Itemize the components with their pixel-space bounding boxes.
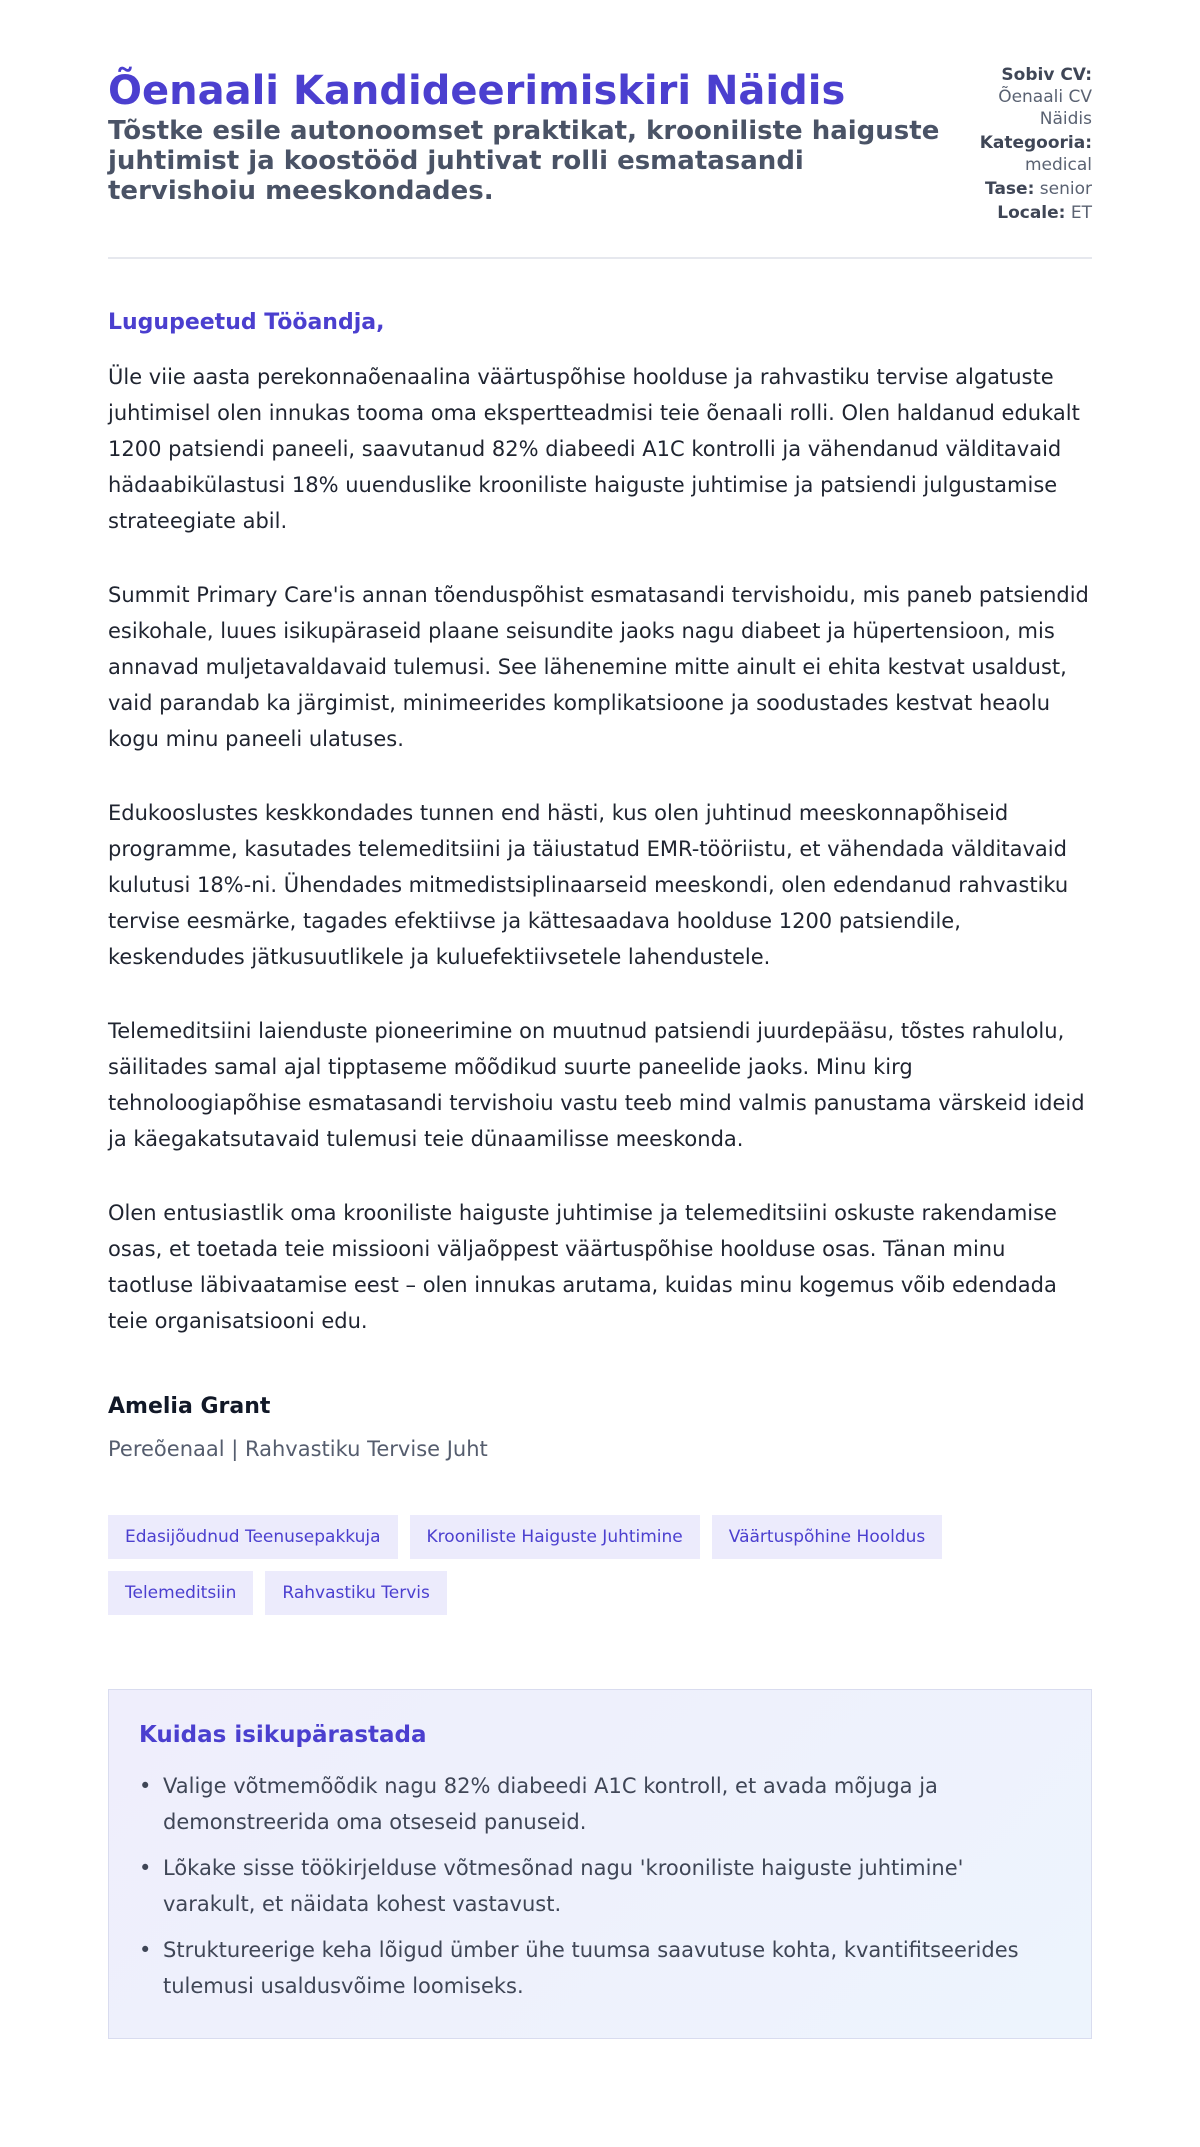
skill-tags [108, 1515, 1092, 1615]
tip-text: Lõkake sisse töökirjelduse võtmesõnad nagu 'krooniliste haiguste juhtimine' varakult, et näidata kohest vastavust. [163, 1856, 964, 1916]
meta-category-value: medical [1024, 155, 1092, 175]
tip-item [139, 1932, 1061, 2004]
tip-text: Valige võtmemõõdik nagu 82% diabeedi A1C kontroll, et avada mõjuga ja demonstreerida oma otseseid panuseid. [163, 1774, 938, 1834]
meta-level-label: Tase: [985, 179, 1035, 199]
letter-paragraph: Olen entusiastlik oma krooniliste haiguste juhtimise ja telemeditsiini oskuste rakendamise osas, et toetada teie missiooni väljaõppest väärtuspõhise hoolduse osas. Tänan minu taotluse läbivaatamise eest – olen innukas arutama, kuidas minu kogemus võib edendada teie organisatsiooni edu. [108, 1201, 1057, 1333]
skill-tag: Krooniliste Haiguste Juhtimine [410, 1515, 700, 1559]
signature-name: Amelia Grant [108, 1394, 271, 1419]
meta-category [942, 132, 1092, 176]
page-title: Õenaali Kandideerimiskiri Näidis [108, 68, 846, 114]
meta-cv-value: Õenaali CV Näidis [998, 87, 1092, 129]
letter-salutation: Lugupeetud Tööandja, [108, 310, 385, 335]
page-subtitle: Tõstke esile autonoomset praktikat, krooniliste haiguste juhtimist ja koostööd juhtivat rolli esmatasandi tervishoiu meeskondades. [108, 116, 940, 206]
bullet-icon: • [139, 1774, 152, 1798]
letter-paragraph: Telemeditsiini laienduste pioneerimine on muutnud patsiendi juurdepääsu, tõstes rahulolu, säilitades samal ajal tipptaseme mõõdikud suurte paneelide jaoks. Minu kirg tehnoloogiapõhise esmatasandi tervishoiu vastu teeb mind valmis panustama värskeid ideid ja käegakatsutavaid tulemusi teie dünaamilisse meeskonda. [108, 1019, 1085, 1151]
meta-locale [942, 202, 1092, 224]
tips-title: Kuidas isikupärastada [139, 1722, 427, 1748]
tip-item [139, 1768, 1061, 1840]
skill-tag: Rahvastiku Tervis [265, 1571, 446, 1615]
meta-panel [942, 64, 1092, 226]
letter-paragraph: Üle viie aasta perekonnaõenaalina väärtuspõhise hoolduse ja rahvastiku tervise algatuste juhtimisel olen innukas tooma oma ekspertteadmisi teie õenaali rolli. Olen haldanud edukalt 1200 patsiendi paneeli, saavutanud 82% diabeedi A1C kontrolli ja vähendanud välditavaid hädaabikülastusi 18% uuenduslike krooniliste haiguste juhtimise ja patsiendi julgustamise strateegiate abil. [108, 365, 1080, 533]
bullet-icon: • [139, 1856, 152, 1880]
bullet-icon: • [139, 1938, 152, 1962]
tips-list [139, 1768, 1061, 2004]
meta-category-label: Kategooria: [979, 133, 1092, 153]
header-divider [108, 257, 1092, 259]
skill-tag: Telemeditsiin [108, 1571, 253, 1615]
page-header [108, 0, 1092, 223]
signature-block [108, 1393, 1092, 1463]
meta-cv-label: Sobiv CV: [1001, 65, 1092, 85]
meta-cv [942, 64, 1092, 130]
tip-text: Struktureerige keha lõigud ümber ühe tuumsa saavutuse kohta, kvantifitseerides tulemusi usaldusvõime loomiseks. [163, 1938, 1019, 1998]
tip-item [139, 1850, 1061, 1922]
meta-locale-value: ET [1070, 203, 1092, 223]
skill-tag: Väärtuspõhine Hooldus [712, 1515, 943, 1559]
skill-tag: Edasijõudnud Teenusepakkuja [108, 1515, 398, 1559]
letter-paragraph: Edukooslustes keskkondades tunnen end hästi, kus olen juhtinud meeskonnapõhiseid programme, kasutades telemeditsiini ja täiustatud EMR-tööriistu, et vähendada välditavaid kulutusi 18%-ni. Ühendades mitmedistsiplinaarseid meeskondi, olen edendanud rahvastiku tervise eesmärke, tagades efektiivse ja kättesaadava hoolduse 1200 patsiendile, keskendudes jätkusuutlikele ja kuluefektiivsetele lahendustele. [108, 801, 1069, 969]
meta-level-value: senior [1039, 179, 1092, 199]
letter-body [108, 359, 1092, 1339]
letter-paragraph: Summit Primary Care'is annan tõenduspõhist esmatasandi tervishoidu, mis paneb patsiendid esikohale, luues isikupäraseid plaane seisundite jaoks nagu diabeet ja hüpertensioon, mis annavad muljetavaldavaid tulemusi. See lähenemine mitte ainult ei ehita kestvat usaldust, vaid parandab ka järgimist, minimeerides komplikatsioone ja soodustades kestvat heaolu kogu minu paneeli ulatuses. [108, 583, 1089, 751]
personalization-tips [108, 1689, 1092, 2039]
signature-role: Pereõenaal | Rahvastiku Tervise Juht [108, 1437, 488, 1461]
meta-locale-label: Locale: [997, 203, 1066, 223]
meta-level [942, 178, 1092, 200]
